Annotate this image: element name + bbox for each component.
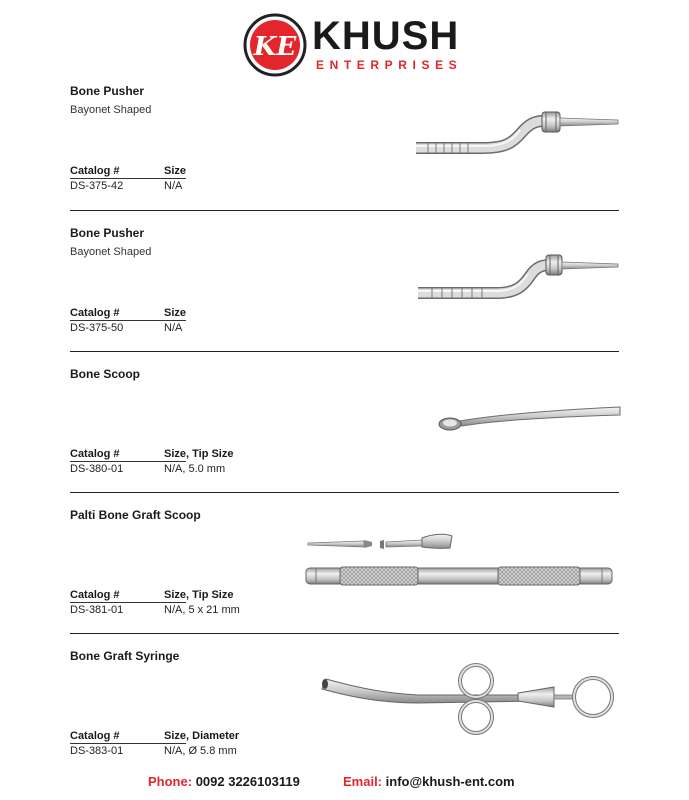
catalog-number: DS-375-50	[70, 322, 124, 334]
size-header: Size, Diameter	[164, 730, 240, 742]
size-value: N/A, Ø 5.8 mm	[164, 745, 237, 757]
product-name: Bone Graft Syringe	[70, 649, 180, 663]
bayonet-bone-pusher-icon	[412, 108, 622, 168]
section-divider	[70, 492, 619, 493]
product-description: Bayonet Shaped	[70, 246, 152, 258]
size-value: N/A, 5.0 mm	[164, 463, 226, 475]
bayonet-bone-pusher-icon	[414, 250, 624, 310]
size-value: N/A	[164, 322, 183, 334]
product-name: Palti Bone Graft Scoop	[70, 508, 201, 522]
catalog-header: Catalog #	[70, 307, 120, 319]
size-value: N/A, 5 x 21 mm	[164, 604, 240, 616]
brand-name: KHUSH	[312, 14, 460, 58]
catalog-header: Catalog #	[70, 165, 120, 177]
size-header: Size	[164, 165, 187, 177]
catalog-header: Catalog #	[70, 730, 120, 742]
size-header: Size, Tip Size	[164, 589, 234, 601]
graft-scoop-icon	[302, 528, 618, 592]
khush-logo-icon	[243, 13, 307, 77]
email-address[interactable]: info@khush-ent.com	[385, 774, 515, 789]
product-description: Bayonet Shaped	[70, 104, 152, 116]
size-header: Size, Tip Size	[164, 448, 234, 460]
product-row	[0, 367, 689, 508]
size-value: N/A	[164, 180, 183, 192]
product-row	[0, 226, 689, 367]
product-name: Bone Scoop	[70, 367, 141, 381]
email-label: Email:	[343, 774, 383, 789]
catalog-number: DS-383-01	[70, 745, 124, 757]
section-divider	[70, 633, 619, 634]
product-name: Bone Pusher	[70, 84, 145, 98]
contact-footer	[0, 772, 689, 792]
section-divider	[70, 351, 619, 352]
size-header: Size	[164, 307, 187, 319]
catalog-number: DS-375-42	[70, 180, 124, 192]
catalog-number: DS-380-01	[70, 463, 124, 475]
phone-contact	[148, 772, 300, 792]
email-contact	[343, 772, 515, 792]
product-row	[0, 84, 689, 225]
product-name: Bone Pusher	[70, 226, 145, 240]
bone-scoop-icon	[436, 401, 622, 437]
section-divider	[70, 210, 619, 211]
catalog-header: Catalog #	[70, 448, 120, 460]
brand-subtitle: ENTERPRISES	[316, 58, 463, 72]
catalog-number: DS-381-01	[70, 604, 124, 616]
product-row	[0, 508, 689, 649]
phone-label: Phone:	[148, 774, 193, 789]
phone-number[interactable]: 0092 3226103119	[195, 774, 300, 789]
catalog-header: Catalog #	[70, 589, 120, 601]
product-row	[0, 649, 689, 790]
graft-syringe-icon	[318, 657, 622, 747]
header	[0, 0, 689, 80]
logo-monogram: KE	[253, 32, 297, 62]
